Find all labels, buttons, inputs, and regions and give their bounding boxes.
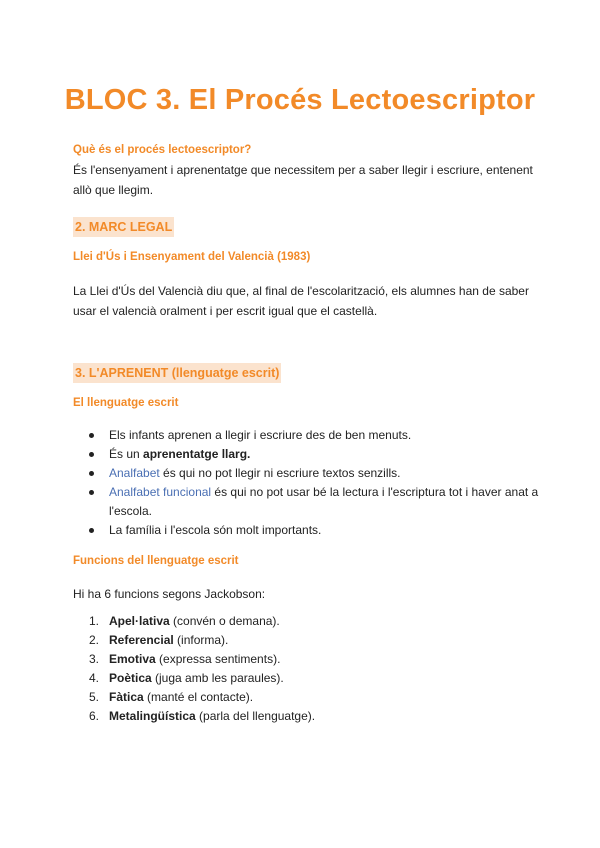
function-name: Apel·lativa [109,614,170,628]
function-item [73,669,539,688]
section-3-heading [73,364,281,382]
functions-list [73,612,539,726]
item-number: 5. [89,690,100,704]
function-item [73,707,539,726]
section-3-subheading: El llenguatge escrit [73,397,179,409]
list-item [73,426,539,445]
function-name: Metalingüística [109,709,196,723]
bullet-dot [89,471,94,476]
bullet-text: Els infants aprenen a llegir i escriure des de ben menuts. [109,428,412,442]
function-desc: (parla del llenguatge). [195,709,316,723]
function-item [73,688,539,707]
list-item [73,464,539,483]
term-analfabet-funcional: Analfabet funcional [109,485,212,499]
section-2-heading [73,218,174,236]
intro-question: Què és el procés lectoescriptor? [73,144,252,156]
function-name: Referencial [109,633,174,647]
bullet-dot [89,490,94,495]
page-title: BLOC 3. El Procés Lectoescriptor [64,84,536,116]
bullet-text: és qui no pot llegir ni escriure textos senzills. [159,466,401,480]
function-desc: (informa). [173,633,229,647]
list-item [73,483,539,521]
item-number: 1. [89,614,100,628]
list-item [73,445,539,464]
section-2-heading-text: 2. MARC LEGAL [73,217,174,237]
item-number: 4. [89,671,100,685]
bullet-dot [89,528,94,533]
list-item [73,521,539,540]
function-item [73,650,539,669]
bullet-dot [89,452,94,457]
bullet-bold-text: aprenentatge llarg. [143,447,251,461]
bullet-text: és qui no pot usar bé la lectura i l'escriptura tot i haver anat a l'escola. [109,485,539,518]
intro-text: És l'ensenyament i aprenentatge que necessitem per a saber llegir i escriure, entenent allò que llegim. [73,163,533,197]
section-3-heading-text: 3. L'APRENENT (llenguatge escrit) [73,363,281,383]
function-item [73,612,539,631]
function-name: Fàtica [109,690,144,704]
section-2-text: La Llei d'Ús del Valencià diu que, al final de l'escolarització, els alumnes han de saber usar el valencià oralment i per escrit igual que el castellà. [73,284,529,318]
function-desc: (expressa sentiments). [155,652,281,666]
function-name: Emotiva [109,652,156,666]
bullet-text: És un [109,447,144,461]
function-desc: (manté el contacte). [143,690,254,704]
item-number: 6. [89,709,100,723]
function-desc: (juga amb les paraules). [151,671,284,685]
section-2-subheading: Llei d'Ús i Ensenyament del Valencià (1983) [73,251,311,263]
function-name: Poètica [109,671,152,685]
function-item [73,631,539,650]
functions-heading: Funcions del llenguatge escrit [73,555,239,567]
bullet-text: La família i l'escola són molt importants. [109,523,322,537]
bullet-list [73,426,539,540]
term-analfabet: Analfabet [109,466,160,480]
bullet-dot [89,433,94,438]
item-number: 2. [89,633,100,647]
function-desc: (convén o demana). [169,614,280,628]
item-number: 3. [89,652,100,666]
functions-intro: Hi ha 6 funcions segons Jackobson: [73,587,266,601]
